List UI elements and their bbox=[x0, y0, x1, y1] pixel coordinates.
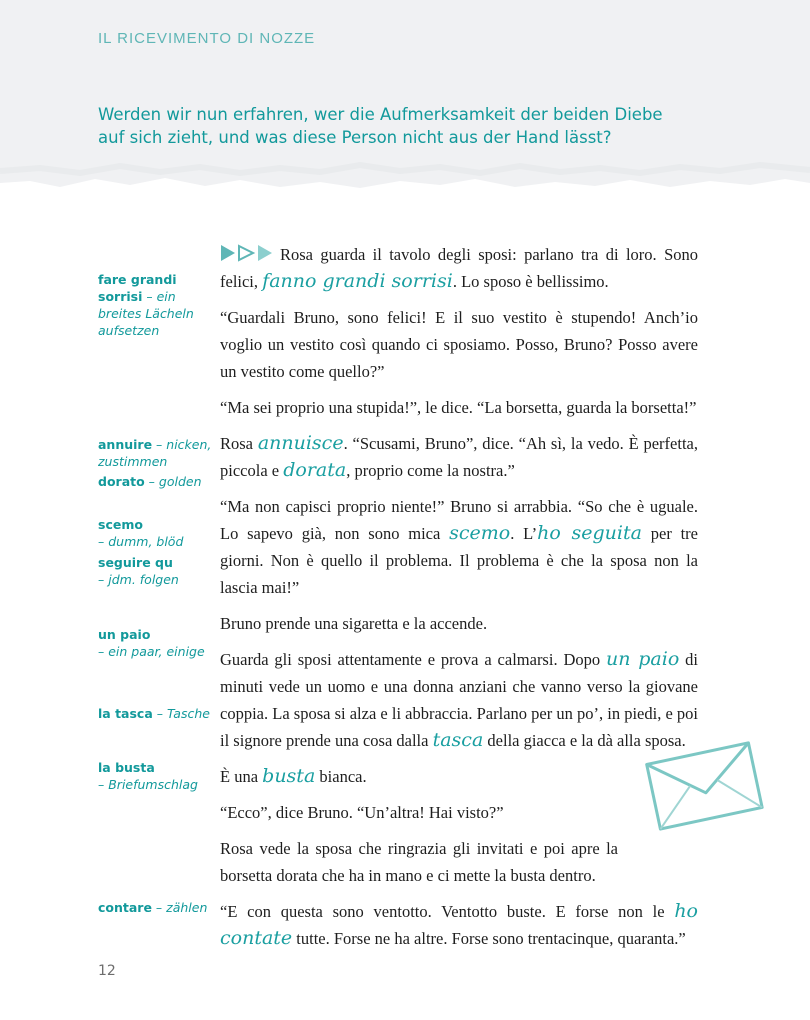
keyword: ho contate bbox=[220, 900, 698, 949]
paragraph: Rosa annuisce. “Scusami, Bruno”, dice. “Ah sì, la vedo. È perfetta, piccola e dorata, proprio come la nostra.” bbox=[220, 432, 698, 481]
paragraph: “Guardali Bruno, sono felici! E il suo vestito è stupendo! Anch’io voglio un vestito così quando ci sposiamo. Posso, Bruno? Posso avere un vestito come quello?” bbox=[220, 308, 698, 381]
keyword: annuisce bbox=[257, 432, 344, 454]
paragraph: È una busta bianca. bbox=[220, 765, 367, 787]
chapter-question bbox=[98, 103, 698, 149]
keyword: ho seguita bbox=[537, 522, 642, 544]
paragraph: Bruno prende una sigaretta e la accende. bbox=[220, 614, 488, 633]
paragraph: “E con questa sono ventotto. Ventotto buste. E forse non le ho contate tutte. Forse ne ha altre. Forse sono trentacinque, quaranta.” bbox=[220, 900, 698, 949]
gloss-entry: dorato – golden bbox=[98, 474, 202, 489]
triple-arrows-icon bbox=[220, 244, 278, 262]
paragraph: Guarda gli sposi attentamente e prova a calmarsi. Dopo un paio di minuti vede un uomo e una donna anziani che vanno verso la giovane coppia. La sposa si alza e li abbraccia. Parlano per un po’, in piedi, e poi il signore prende una cosa dalla tasca della giacca e la dà alla sposa. bbox=[220, 648, 698, 751]
paragraph: “Ma non capisci proprio niente!” Bruno si arrabbia. “So che è uguale. Lo sapevo già, non sono mica scemo. L’ho seguita per tre giorni. Non è quello il problema. Il problema è che la sposa non la lascia mai!” bbox=[220, 497, 698, 597]
question-line: Werden wir nun erfahren, wer die Aufmerksamkeit der beiden Diebe bbox=[98, 105, 663, 124]
gloss-entry: contare – zählen bbox=[98, 900, 208, 915]
keyword: busta bbox=[262, 765, 316, 787]
gloss-entry: annuire – nicken, zustimmen bbox=[98, 437, 212, 469]
gloss-entry: fare grandi sorrisi – ein breites Lächeln aufsetzen bbox=[98, 272, 194, 338]
story-text bbox=[220, 241, 698, 961]
paragraph: “Ma sei proprio una stupida!”, le dice. “La borsetta, guarda la borsetta!” bbox=[220, 398, 697, 417]
envelope-icon bbox=[638, 735, 770, 833]
keyword: tasca bbox=[432, 729, 484, 751]
gloss-entry: un paio – ein paar, einige bbox=[98, 627, 205, 659]
gloss-entry: la busta – Briefumschlag bbox=[98, 760, 198, 792]
keyword: fanno grandi sorrisi bbox=[262, 270, 453, 292]
paragraph: Rosa vede la sposa che ringrazia gli invitati e poi apre la borsetta dorata che ha in mano e ci mette la busta dentro. bbox=[220, 839, 618, 885]
page-number: 12 bbox=[98, 963, 116, 979]
keyword: un paio bbox=[606, 648, 680, 670]
running-head: IL RICEVIMENTO DI NOZZE bbox=[98, 30, 316, 47]
keyword: scemo bbox=[449, 522, 511, 544]
keyword: dorata bbox=[283, 459, 347, 481]
gloss-entry: seguire qu – jdm. folgen bbox=[98, 555, 179, 587]
question-line: auf sich zieht, und was diese Person nicht aus der Hand lässt? bbox=[98, 128, 612, 147]
gloss-entry: scemo – dumm, blöd bbox=[98, 517, 184, 549]
gloss-entry: la tasca – Tasche bbox=[98, 706, 210, 721]
paragraph: “Ecco”, dice Bruno. “Un’altra! Hai visto?” bbox=[220, 803, 504, 822]
paragraph: Rosa guarda il tavolo degli sposi: parlano tra di loro. Sono felici, fanno grandi sorrisi. Lo sposo è bellissimo. bbox=[220, 245, 698, 292]
